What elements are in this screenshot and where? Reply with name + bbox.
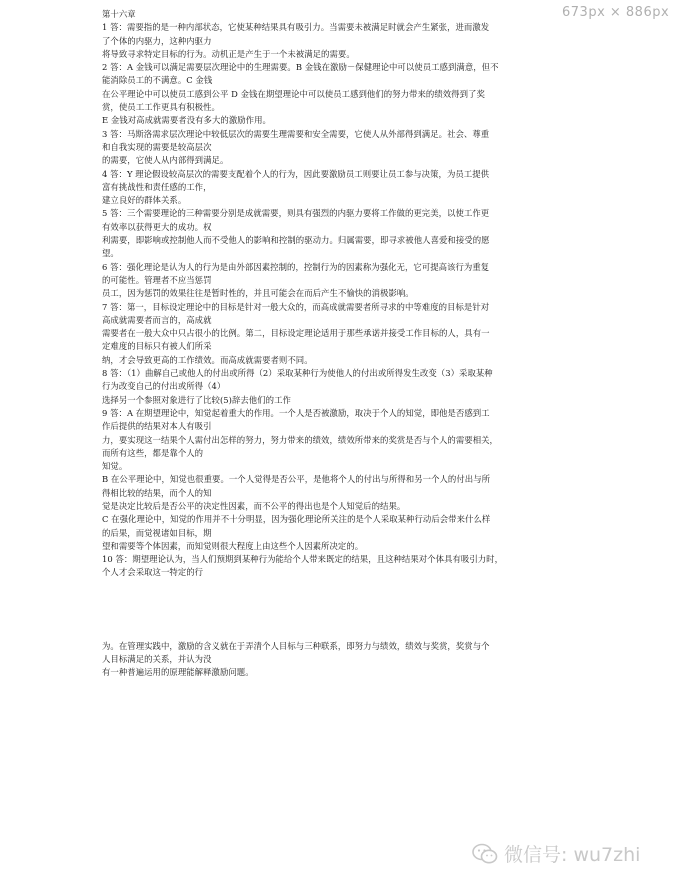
text-line: 望。 bbox=[102, 248, 119, 259]
text-line: 选择另一个参照对象进行了比较(5)辞去他们的工作 bbox=[102, 394, 291, 405]
text-line: 10 答：期望理论认为，当人们预期到某种行为能给个人带来既定的结果，且这种结果对个体具有吸引力时， bbox=[102, 554, 504, 565]
text-line: 望和需要等个体因素，而知觉则很大程度上由这些个人因素所决定的。 bbox=[102, 540, 364, 551]
text-line: 能消除员工的不满意。C 金钱 bbox=[102, 75, 213, 86]
chapter-title: 第十六章 bbox=[102, 9, 136, 19]
wechat-icon bbox=[472, 843, 498, 865]
text-line: 个人才会采取这一特定的行 bbox=[102, 567, 204, 578]
text-line: 3 答：马斯洛需求层次理论中较低层次的需要生理需要和安全需要，它使人从外部得到满足。社会、尊重 bbox=[102, 128, 490, 139]
text-line: 1 答：需要指的是一种内部状态，它使某种结果具有吸引力。当需要未被满足时就会产生紧张，进而激发 bbox=[102, 22, 490, 33]
text-line: C 在强化理论中，知觉的作用并不十分明显，因为强化理论所关注的是个人采取某种行动后会带来什么样 bbox=[102, 514, 491, 525]
text-line: B 在公平理论中，知觉也很重要。一个人觉得是否公平，是他将个人的付出与所得和另一个人的付出与所 bbox=[102, 474, 491, 485]
text-line: 需要者在一般大众中只占很小的比例。第二，目标设定理论适用于那些承诺并接受工作目标的人，具有一 bbox=[102, 328, 490, 339]
text-line: 而所有这些，都是靠个人的 bbox=[102, 447, 204, 458]
text-line: 力，要实现这一结果个人需付出怎样的努力，努力带来的绩效，绩效所带来的奖赏是否与个人的需要相关， bbox=[102, 434, 498, 445]
text-line: 知觉。 bbox=[102, 461, 128, 472]
text-line: 6 答：强化理论是认为人的行为是由外部因素控制的，控制行为的因素称为强化无，它可提高该行为重复 bbox=[102, 261, 490, 272]
text-line: 纳，才会导致更高的工作绩效。而高成就需要者则不同。 bbox=[102, 354, 313, 365]
text-line: 和自我实现的需要是较高层次 bbox=[102, 141, 212, 152]
text-line: 在公平理论中可以使员工感到公平 D 金钱在期望理论中可以使员工感到他们的努力带来的绩效得到了奖 bbox=[102, 88, 485, 99]
answer-body bbox=[102, 21, 560, 579]
text-line: 员工，因为惩罚的效果往往是暂时性的，并且可能会在而后产生不愉快的消极影响。 bbox=[102, 288, 414, 299]
text-line: 7 答：第一，目标设定理论中的目标是针对一般大众的，而高成就需要者所寻求的中等难度的目标是针对 bbox=[102, 301, 490, 312]
text-line: 9 答：A 在期望理论中，知觉起着重大的作用。一个人是否被激励，取决于个人的知觉，即他是否感到工 bbox=[102, 407, 490, 418]
text-line: 行为改变自己的付出或所得（4） bbox=[102, 381, 226, 392]
text-line: 5 答：三个需要理论的三种需要分别是成就需要，则具有强烈的内驱力要将工作做的更完美，以使工作更 bbox=[102, 208, 490, 219]
text-line: 人目标满足的关系，并认为没 bbox=[102, 654, 212, 665]
text-line: 了个体的内驱力，这种内驱力 bbox=[102, 35, 212, 46]
text-line: 得相比较的结果，而个人的知 bbox=[102, 487, 212, 498]
text-line: 富有挑战性和责任感的工作， bbox=[102, 181, 212, 192]
text-line: 赏，使员工工作更具有积极性。 bbox=[102, 102, 220, 113]
watermark-text: 微信号: wu7zhi bbox=[504, 844, 641, 866]
text-line: 将导致寻求特定目标的行为。动机正是产生于一个未被满足的需要。 bbox=[102, 48, 355, 59]
wechat-watermark bbox=[472, 840, 640, 867]
text-line: 的可能性。管理者不应当惩罚 bbox=[102, 274, 212, 285]
text-line: 高成就需要者而言的，高成就 bbox=[102, 314, 212, 325]
text-line: 作后提供的结果对本人有吸引 bbox=[102, 421, 212, 432]
image-size-label: 673px × 886px bbox=[562, 5, 670, 20]
document-page bbox=[102, 8, 560, 680]
text-line: 2 答：A 金钱可以满足需要层次理论中的生理需要。B 金钱在激励－保健理论中可以使员工感到满意，但不 bbox=[102, 62, 499, 73]
text-line: 利需要，即影响或控制他人而不受他人的影响和控制的驱动力。归属需要，即寻求被他人喜爱和接受的愿 bbox=[102, 235, 490, 246]
text-line: 4 答：Y 理论假设较高层次的需要支配着个人的行为，因此要激励员工则要让员工参与决策，为员工提供 bbox=[102, 168, 490, 179]
text-line: 的后果，而觉视诸如目标，期 bbox=[102, 527, 212, 538]
text-line: 8 答：（1）曲解自己或他人的付出或所得（2）采取某种行为使他人的付出或所得发生改变（3）采取某种 bbox=[102, 368, 493, 379]
text-line: 为。在管理实践中，激励的含义就在于弄清个人目标与三种联系，即努力与绩效，绩效与奖赏，奖赏与个 bbox=[102, 640, 490, 651]
text-line: E 金钱对高成就需要者没有多大的激励作用。 bbox=[102, 115, 271, 126]
answer-continuation bbox=[102, 640, 560, 680]
text-line: 定难度的目标只有被人们所采 bbox=[102, 341, 212, 352]
text-line: 建立良好的群体关系。 bbox=[102, 195, 187, 206]
text-line: 有效率以获得更大的成功。权 bbox=[102, 221, 212, 232]
text-line: 觉是决定比较后是否公平的决定性因素，而不公平的得出也是个人知觉后的结果。 bbox=[102, 500, 406, 511]
text-line: 的需要，它使人从内部得到满足。 bbox=[102, 155, 229, 166]
text-line: 有一种普遍运用的原理能解释激励问题。 bbox=[102, 667, 254, 678]
blank-gap bbox=[102, 580, 560, 640]
